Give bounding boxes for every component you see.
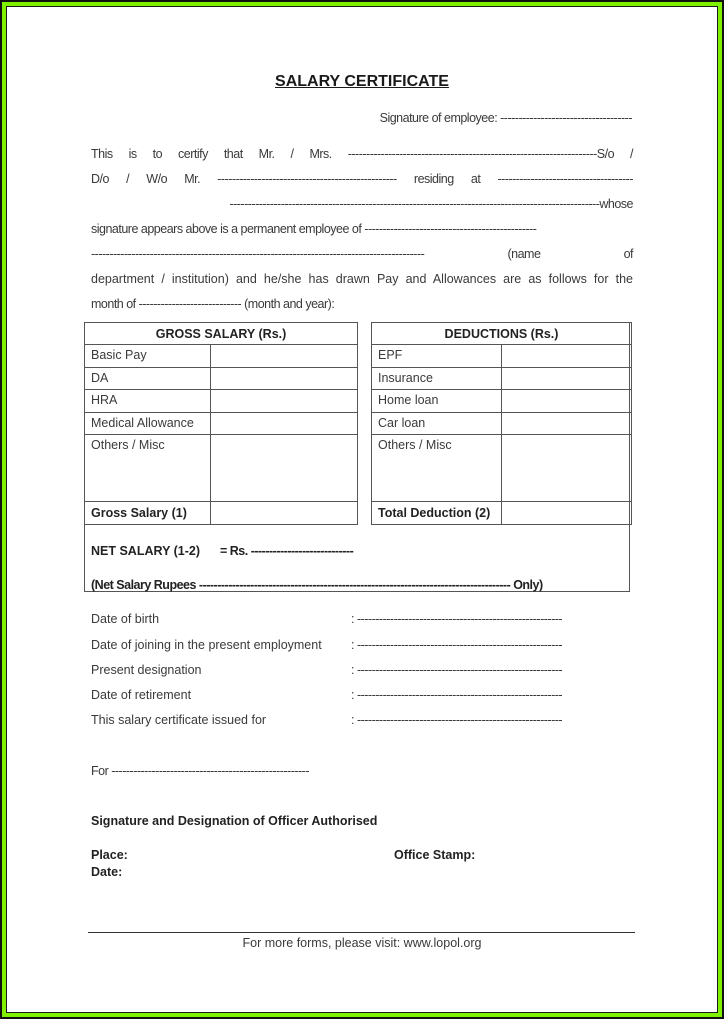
- deduction-total-label: Total Deduction (2): [372, 502, 502, 525]
- certify-line-3: -----------------------------------------------------------------------------------------------------whose: [229, 197, 633, 211]
- net-salary-label: NET SALARY (1-2): [91, 544, 201, 558]
- deduction-row-value[interactable]: [502, 435, 632, 502]
- deductions-header: DEDUCTIONS (Rs.): [372, 323, 632, 345]
- gross-row-label: Basic Pay: [85, 345, 211, 368]
- certify-line-6: department / institution) and he/she has drawn Pay and Allowances are as follows for the: [91, 272, 633, 286]
- officer-signature-label: Signature and Designation of Officer Authorised: [91, 814, 378, 828]
- page-title: SALARY CERTIFICATE: [275, 73, 449, 90]
- salary-certificate-page: [7, 7, 717, 1012]
- deduction-row-label: Insurance: [372, 368, 502, 390]
- net-salary-value: = Rs. ----------------------------: [220, 544, 354, 558]
- gross-salary-table: [84, 322, 358, 525]
- field-label-issued-for: This salary certificate issued for: [91, 713, 267, 727]
- field-label-date-of-birth: Date of birth: [91, 612, 160, 626]
- deduction-row-value[interactable]: [502, 368, 632, 390]
- field-label-date-of-joining: Date of joining in the present employment: [91, 638, 322, 652]
- deduction-row-label: Home loan: [372, 390, 502, 413]
- deduction-row-value[interactable]: [502, 390, 632, 413]
- net-salary-in-words: (Net Salary Rupees ------------------------------------------------------------------------------------- Only): [91, 578, 543, 592]
- gross-row-value[interactable]: [211, 413, 358, 435]
- for-line: For ------------------------------------------------------: [91, 764, 310, 778]
- gross-row-label: HRA: [85, 390, 211, 413]
- place-label: Place:: [91, 848, 128, 862]
- gross-total-label: Gross Salary (1): [85, 502, 211, 525]
- gross-row-label: Others / Misc: [85, 435, 211, 502]
- deduction-row-label: Car loan: [372, 413, 502, 435]
- certify-line-7: month of ---------------------------- (month and year):: [91, 297, 335, 311]
- footer-divider: [88, 932, 635, 933]
- gross-total-value[interactable]: [211, 502, 358, 525]
- deduction-row-label: EPF: [372, 345, 502, 368]
- deduction-row-value[interactable]: [502, 345, 632, 368]
- gross-salary-header: GROSS SALARY (Rs.): [85, 323, 358, 345]
- date-label: Date:: [91, 865, 123, 879]
- deduction-total-value[interactable]: [502, 502, 632, 525]
- certify-line-4: signature appears above is a permanent employee of -----------------------------------------------: [91, 222, 537, 236]
- deduction-row-label: Others / Misc: [372, 435, 502, 502]
- footer-text: For more forms, please visit: www.lopol.org: [242, 936, 482, 950]
- certify-line-1: This is to certify that Mr. / Mrs. --------------------------------------------------------------------S/o /: [91, 147, 633, 161]
- gross-row-value[interactable]: [211, 390, 358, 413]
- gross-row-label: DA: [85, 368, 211, 390]
- field-value-present-designation: : --------------------------------------------------------: [351, 663, 563, 677]
- deductions-table: [371, 322, 632, 525]
- gross-row-value[interactable]: [211, 345, 358, 368]
- gross-row-value[interactable]: [211, 368, 358, 390]
- gross-row-value[interactable]: [211, 435, 358, 502]
- field-value-date-of-birth: : --------------------------------------------------------: [351, 612, 563, 626]
- certify-line-2: D/o / W/o Mr. ------------------------------------------------- residing at -------------------------------------: [91, 172, 633, 186]
- field-label-date-of-retirement: Date of retirement: [91, 688, 192, 702]
- field-value-date-of-joining: : --------------------------------------------------------: [351, 638, 563, 652]
- field-value-issued-for: : --------------------------------------------------------: [351, 713, 563, 727]
- employee-signature-line: Signature of employee: ------------------------------------: [379, 111, 632, 125]
- office-stamp-label: Office Stamp:: [394, 848, 476, 862]
- deduction-row-value[interactable]: [502, 413, 632, 435]
- field-value-date-of-retirement: : --------------------------------------------------------: [351, 688, 563, 702]
- field-label-present-designation: Present designation: [91, 663, 202, 677]
- gross-row-label: Medical Allowance: [85, 413, 211, 435]
- certify-line-5: ------------------------------------------------------------------------------------------- (name of: [91, 247, 633, 261]
